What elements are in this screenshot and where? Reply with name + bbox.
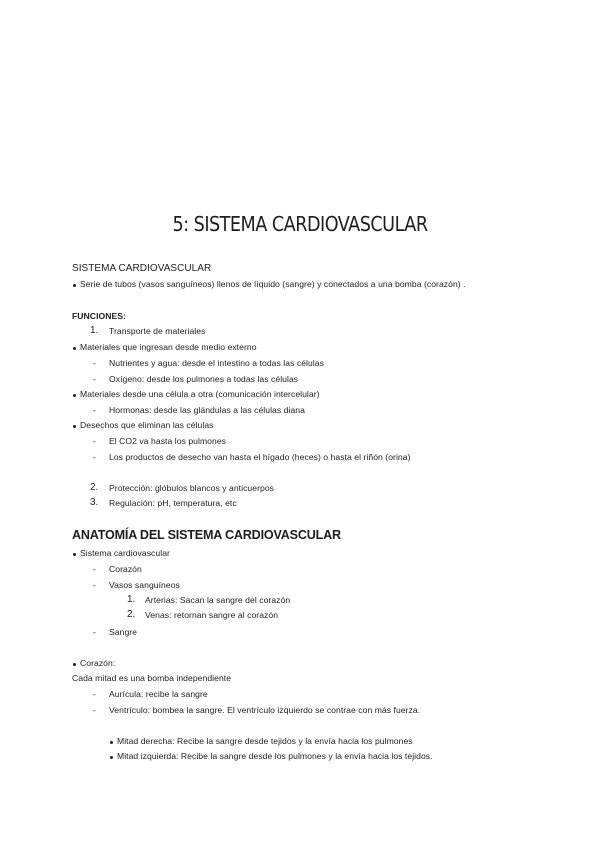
anatomia-heading: ANATOMÍA DEL SISTEMA CARDIOVASCULAR	[72, 528, 341, 542]
corazon-sub-1: Aurícula: recibe la sangre	[109, 689, 208, 699]
list-number: 1.	[127, 594, 136, 605]
anatomia-sub-1: Corazón	[109, 564, 142, 574]
dash-marker: -	[93, 452, 96, 462]
intro-definition: Serie de tubos (vasos sanguíneos) llenos de líquido (sangre) y conectados a una bomba (corazón) .	[80, 279, 466, 289]
list-number: 3.	[90, 497, 99, 508]
list-number: 2.	[90, 482, 99, 493]
bullet-dot	[110, 741, 113, 744]
dash-marker: -	[93, 580, 96, 590]
intro-heading: SISTEMA CARDIOVASCULAR	[72, 263, 212, 274]
funcion-bullet-1-sub-2: Oxígeno: desde los pulmones a todas las células	[109, 374, 299, 384]
list-number: 2.	[127, 609, 136, 620]
funcion-bullet-1-sub-1: Nutrientes y agua: desde el intestino a todas las células	[109, 358, 324, 368]
document-title: 5: SISTEMA CARDIOVASCULAR	[172, 212, 428, 236]
dash-marker: -	[93, 358, 96, 368]
dash-marker: -	[93, 705, 96, 715]
anatomia-bullet: Sistema cardiovascular	[80, 548, 170, 558]
dash-marker: -	[93, 689, 96, 699]
vasos-item-1: Arterias: Sacan la sangre del corazón	[145, 595, 291, 605]
anatomia-sangre: Sangre	[109, 627, 138, 637]
funcion-bullet-2-sub-1: Hormonas: desde las glándulas a las células diana	[109, 405, 305, 415]
funciones-label: FUNCIONES:	[72, 311, 126, 321]
dash-marker: -	[93, 405, 96, 415]
mitad-izquierda: Mitad izquierda: Recibe la sangre desde los pulmones y la envía hacia los tejidos.	[117, 751, 433, 761]
bullet-dot	[110, 756, 113, 759]
dash-marker: -	[93, 374, 96, 384]
dash-marker: -	[93, 436, 96, 446]
bullet-dot	[73, 663, 76, 666]
funcion-bullet-3-sub-2: Los productos de desecho van hasta el hígado (heces) o hasta el riñón (orina)	[109, 452, 411, 462]
funcion-item-2: Protección: glóbulos blancos y anticuerpos	[109, 483, 274, 493]
funcion-item-1: Transporte de materiales	[109, 326, 206, 336]
anatomia-sub-2: Vasos sanguíneos	[109, 580, 180, 590]
corazon-sub-2: Ventrículo: bombea la sangre. El ventrículo izquierdo se contrae con más fuerza.	[109, 705, 421, 715]
funcion-bullet-1: Materiales que ingresan desde medio externo	[80, 342, 257, 352]
funcion-bullet-2: Materiales desde una célula a otra (comunicación intercelular)	[80, 389, 320, 399]
bullet-dot	[73, 394, 76, 397]
mitad-derecha: Mitad derecha: Recibe la sangre desde tejidos y la envía hacia los pulmones	[117, 736, 413, 746]
dash-marker: -	[93, 564, 96, 574]
funcion-item-3: Regulación: pH, temperatura, etc	[109, 498, 237, 508]
funcion-bullet-3-sub-1: El CO2 va hasta los pulmones	[109, 436, 226, 446]
bullet-dot	[73, 284, 76, 287]
corazon-intro: Cada mitad es una bomba independiente	[72, 673, 232, 683]
bullet-dot	[73, 347, 76, 350]
corazon-bullet: Corazón:	[80, 658, 116, 668]
bullet-dot	[73, 425, 76, 428]
vasos-item-2: Venas: retornan sangre al corazón	[145, 610, 279, 620]
dash-marker: -	[93, 627, 96, 637]
bullet-dot	[73, 553, 76, 556]
list-number: 1.	[90, 325, 99, 336]
funcion-bullet-3: Desechos que eliminan las células	[80, 420, 214, 430]
